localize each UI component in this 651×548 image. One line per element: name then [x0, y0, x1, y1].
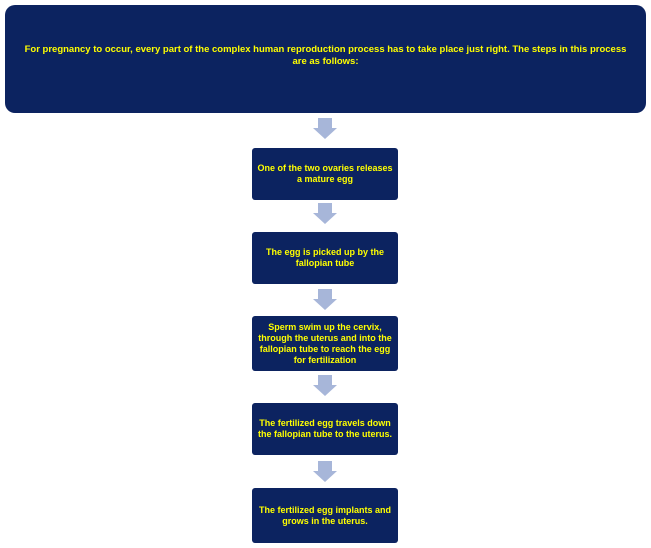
step-4-text: The fertilized egg travels down the fallopian tube to the uterus. [257, 418, 392, 439]
step-5-text: The fertilized egg implants and grows in the uterus. [258, 504, 392, 526]
intro-text: For pregnancy to occur, every part of the complex human reproduction process has to take place just right. The steps in this process are as follows: [24, 44, 627, 67]
down-arrow-icon [313, 203, 337, 224]
step-1-box [252, 148, 398, 200]
step-5-box [252, 488, 398, 543]
down-arrow-icon [313, 118, 337, 139]
step-3-text: Sperm swim up the cervix, through the uterus and into the fallopian tube to reach the egg for fertilization [258, 321, 392, 365]
step-4-box [252, 403, 398, 455]
step-3-box [252, 316, 398, 371]
step-2-text: The egg is picked up by the fallopian tube [265, 247, 385, 268]
down-arrow-icon [313, 461, 337, 482]
down-arrow-icon [313, 289, 337, 310]
intro-box [5, 5, 646, 113]
down-arrow-icon [313, 375, 337, 396]
step-2-box [252, 232, 398, 284]
step-1-text: One of the two ovaries releases a mature egg [257, 163, 393, 184]
